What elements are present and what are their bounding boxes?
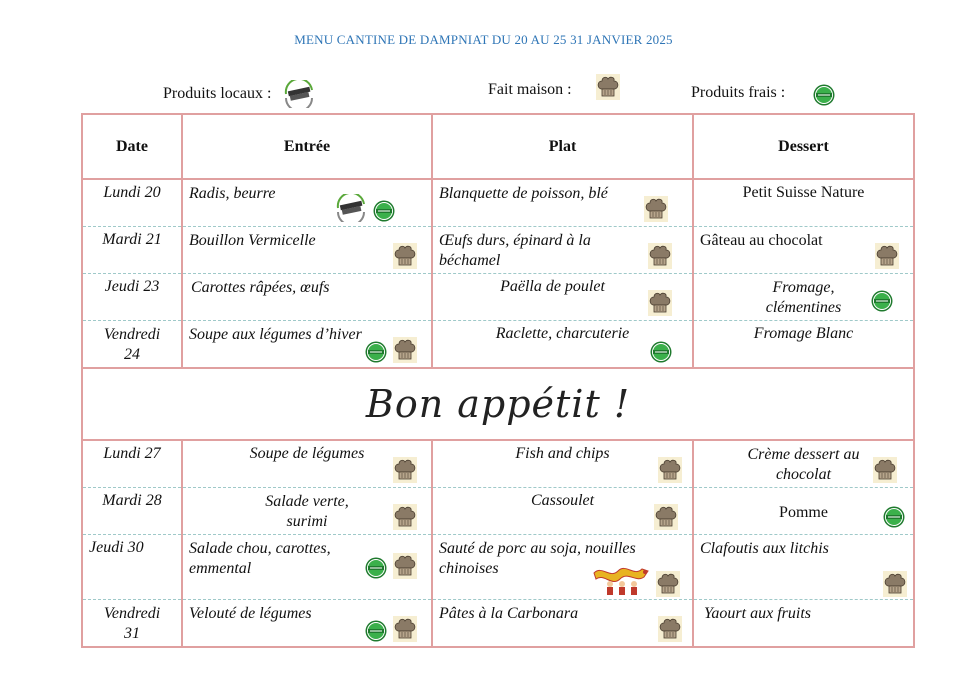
main-cell: Paëlla de poulet: [432, 274, 693, 321]
table-row: [82, 227, 914, 274]
chef-hat-icon: [658, 457, 682, 483]
fresh-product-badge-icon: [373, 200, 395, 222]
main-cell: Blanquette de poisson, blé: [432, 179, 693, 227]
chef-hat-icon: [393, 337, 417, 363]
table-row: [82, 600, 914, 648]
chef-hat-icon: [393, 553, 417, 579]
header-main: Plat: [432, 114, 693, 179]
fresh-product-badge-icon: [365, 557, 387, 579]
header-date: Date: [82, 114, 182, 179]
fresh-product-badge-icon: [813, 84, 835, 106]
dessert-cell: Fromage, clémentines: [693, 274, 914, 321]
chef-hat-icon: [654, 504, 678, 530]
menu-title: MENU CANTINE DE DAMPNIAT DU 20 AU 25 31 JANVIER 2025: [294, 32, 673, 47]
fresh-product-badge-icon: [365, 620, 387, 642]
local-products-logo-icon: [283, 80, 315, 108]
dragon-dance-icon: [592, 563, 650, 597]
dessert-cell: Clafoutis aux litchis: [693, 535, 914, 600]
starter-cell: Bouillon Vermicelle: [182, 227, 432, 274]
bon-appetit-banner: Bon appétit !: [82, 368, 914, 440]
fresh-product-badge-icon: [871, 290, 893, 312]
legend-local-label: Produits locaux :: [163, 85, 272, 102]
starter-cell: Salade verte, surimi: [182, 488, 432, 535]
day-cell: Jeudi 23: [82, 274, 182, 321]
chef-hat-icon: [883, 571, 907, 597]
day-cell: Lundi 20: [82, 179, 182, 227]
legend-fresh-label: Produits frais :: [691, 84, 786, 101]
header-dessert: Dessert: [693, 114, 914, 179]
starter-cell: Soupe aux légumes d’hiver: [182, 321, 432, 369]
main-cell: Cassoulet: [432, 488, 693, 535]
starter-cell: Velouté de légumes: [182, 600, 432, 648]
dessert-cell: Gâteau au chocolat: [693, 227, 914, 274]
chef-hat-icon: [656, 571, 680, 597]
table-row: [82, 535, 914, 600]
header-row: [82, 114, 914, 179]
main-cell: Pâtes à la Carbonara: [432, 600, 693, 648]
day-cell: Mardi 21: [82, 227, 182, 274]
chef-hat-icon: [393, 616, 417, 642]
chef-hat-icon: [648, 290, 672, 316]
main-cell: Sauté de porc au soja, nouilles chinoises: [432, 535, 693, 600]
day-cell: Jeudi 30: [82, 535, 182, 600]
day-cell: Lundi 27: [82, 440, 182, 488]
legend-local: [163, 80, 315, 108]
table-row: [82, 440, 914, 488]
main-cell: Fish and chips: [432, 440, 693, 488]
main-cell: Raclette, charcuterie: [432, 321, 693, 369]
starter-cell: Soupe de légumes: [182, 440, 432, 488]
chef-hat-icon: [393, 243, 417, 269]
banner-row: [82, 368, 914, 440]
chef-hat-icon: [873, 457, 897, 483]
table-row: [82, 321, 914, 369]
table-row: [82, 274, 914, 321]
chef-hat-icon: [875, 243, 899, 269]
starter-cell: Carottes râpées, œufs: [182, 274, 432, 321]
dessert-cell: Pomme: [693, 488, 914, 535]
dessert-cell: Fromage Blanc: [693, 321, 914, 369]
day-cell: Vendredi 24: [82, 321, 182, 369]
dessert-cell: Petit Suisse Nature: [693, 179, 914, 227]
dessert-cell: Yaourt aux fruits: [693, 600, 914, 648]
chef-hat-icon: [393, 457, 417, 483]
menu-table: [81, 113, 915, 648]
header-starter: Entrée: [182, 114, 432, 179]
starter-cell: Salade chou, carottes, emmental: [182, 535, 432, 600]
legend-fresh: [691, 80, 835, 106]
local-products-logo-icon: [335, 194, 367, 222]
dessert-cell: Crème dessert au chocolat: [693, 440, 914, 488]
fresh-product-badge-icon: [883, 506, 905, 528]
table-row: [82, 488, 914, 535]
day-cell: Mardi 28: [82, 488, 182, 535]
fresh-product-badge-icon: [650, 341, 672, 363]
chef-hat-icon: [596, 74, 620, 100]
legend-homemade: [488, 74, 620, 100]
chef-hat-icon: [648, 243, 672, 269]
chef-hat-icon: [644, 196, 668, 222]
chef-hat-icon: [393, 504, 417, 530]
chef-hat-icon: [658, 616, 682, 642]
starter-cell: Radis, beurre: [182, 179, 432, 227]
day-cell: Vendredi 31: [82, 600, 182, 648]
main-cell: Œufs durs, épinard à la béchamel: [432, 227, 693, 274]
fresh-product-badge-icon: [365, 341, 387, 363]
table-row: [82, 179, 914, 227]
legend-homemade-label: Fait maison :: [488, 81, 572, 98]
